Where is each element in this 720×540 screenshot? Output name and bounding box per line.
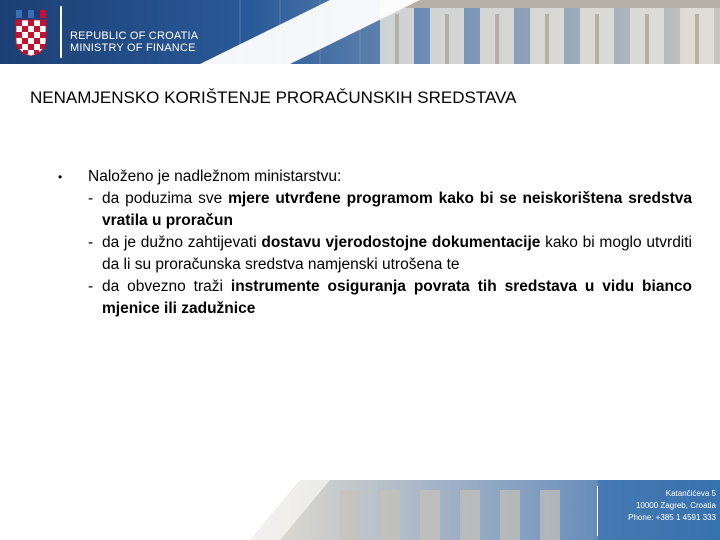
sub-item-bold-text: instrumente osiguranja povrata tih sredstava u vidu bianco mjenice ili zadužnice <box>102 278 693 317</box>
address-city: 10000 Zagreb, Croatia <box>635 501 716 510</box>
dash-marker: - <box>88 190 94 207</box>
dash-marker: - <box>88 278 94 295</box>
header-banner <box>0 0 720 64</box>
footer-banner <box>0 480 720 540</box>
sub-item-documentation <box>58 232 692 276</box>
footer-divider <box>597 486 598 536</box>
address-street: Katančićeva 5 <box>665 489 716 498</box>
sub-item-measures <box>58 188 692 232</box>
dash-marker: - <box>88 234 94 251</box>
ministry-address <box>604 488 716 524</box>
header-divider <box>60 6 62 58</box>
slide-content <box>58 166 692 320</box>
page-title: NENAMJENSKO KORIŠTENJE PRORAČUNSKIH SREDSTAVA <box>30 88 517 107</box>
bullet-marker: • <box>58 170 63 184</box>
address-phone: Phone: +385 1 4591 333 <box>628 513 716 522</box>
ministry-line-name: MINISTRY OF FINANCE <box>70 42 196 54</box>
sub-item-text: da je dužno zahtijevati <box>102 234 262 251</box>
sub-item-bold-text: mjere utvrđene programom kako bi se neiskorištena sredstva vratila u proračun <box>102 190 692 229</box>
sub-item-text-end: kako bi moglo utvrditi da li su proračunska sredstva namjenski utrošena te <box>102 234 693 273</box>
ministry-name <box>70 30 198 54</box>
sub-item-bold-text: dostavu vjerodostojne dokumentacije <box>261 234 541 251</box>
ministry-line-country: REPUBLIC OF CROATIA <box>70 30 199 42</box>
bullet-text: Naloženo je nadležnom ministarstvu: <box>88 168 342 185</box>
sub-item-guarantees <box>58 276 692 320</box>
sub-item-text: da obvezno traži <box>102 278 231 295</box>
croatian-coat-of-arms-icon <box>14 10 48 56</box>
bullet-item <box>58 166 692 188</box>
sub-item-text: da poduzima sve <box>102 190 229 207</box>
